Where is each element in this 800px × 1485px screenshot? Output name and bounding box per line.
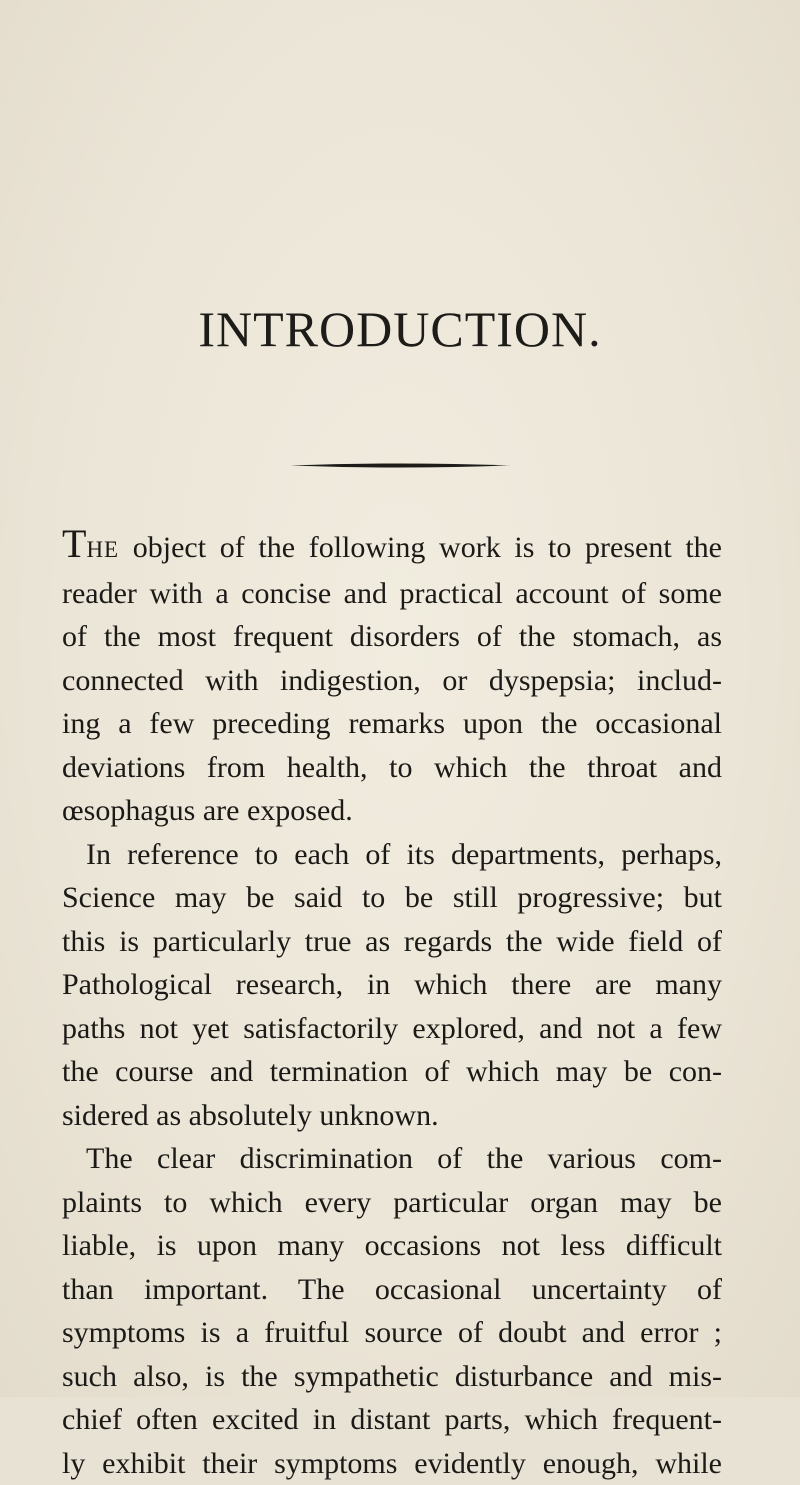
- text-line: such also, is the sympathetic disturbance and mis-: [62, 1355, 722, 1399]
- text-line: deviations from health, to which the throat and: [62, 746, 722, 790]
- text-line: plaints to which every particular organ may be: [62, 1181, 722, 1225]
- small-caps: HE: [86, 537, 119, 562]
- text-line: reader with a concise and practical account of some: [62, 572, 722, 616]
- text-line: œsophagus are exposed.: [62, 789, 722, 833]
- text-line: symptoms is a fruitful source of doubt and error ;: [62, 1311, 722, 1355]
- text-line: ly exhibit their symptoms evidently enough, while: [62, 1442, 722, 1485]
- text-line: liable, is upon many occasions not less difficult: [62, 1224, 722, 1268]
- text-line: paths not yet satisfactorily explored, and not a few: [62, 1007, 722, 1051]
- chapter-title: INTRODUCTION.: [0, 300, 800, 358]
- text-line: sidered as absolutely unknown.: [62, 1094, 722, 1138]
- title-rule: [290, 462, 510, 469]
- text-line: THE object of the following work is to present the: [62, 522, 722, 572]
- text-line: than important. The occasional uncertainty of: [62, 1268, 722, 1312]
- text-line: the course and termination of which may be con-: [62, 1050, 722, 1094]
- text-line: chief often excited in distant parts, which frequent-: [62, 1398, 722, 1442]
- drop-cap: T: [62, 521, 86, 566]
- body-text: [62, 522, 722, 1485]
- text-line: The clear discrimination of the various com-: [62, 1137, 722, 1181]
- text-line: Science may be said to be still progressive; but: [62, 876, 722, 920]
- text-line: this is particularly true as regards the wide field of: [62, 920, 722, 964]
- text-line: In reference to each of its departments, perhaps,: [62, 833, 722, 877]
- text-line: connected with indigestion, or dyspepsia; includ-: [62, 659, 722, 703]
- text-line: of the most frequent disorders of the stomach, as: [62, 615, 722, 659]
- text-line: Pathological research, in which there are many: [62, 963, 722, 1007]
- text-line: ing a few preceding remarks upon the occasional: [62, 702, 722, 746]
